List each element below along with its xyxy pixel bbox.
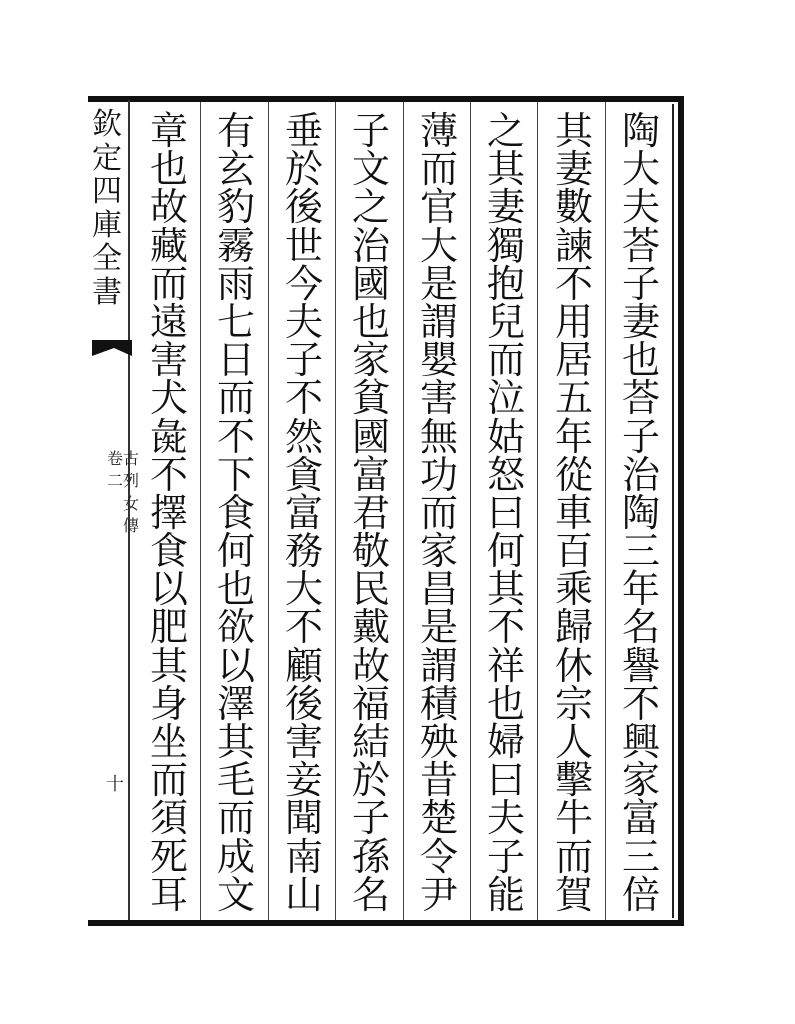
text-character: 兒 (486, 299, 525, 344)
text-character: 祥 (486, 643, 525, 688)
text-character: 南 (284, 834, 323, 879)
text-character: 荅 (621, 223, 660, 268)
text-character: 大 (284, 567, 323, 612)
text-character: 故 (351, 643, 390, 688)
text-character: 家 (351, 338, 390, 383)
text-character: 妻 (554, 147, 593, 192)
text-character: 君 (351, 490, 390, 535)
text-character: 令 (419, 834, 458, 879)
text-character: 其 (486, 567, 525, 612)
text-character: 是 (419, 261, 458, 306)
text-character: 嬰 (419, 338, 458, 383)
title-character: 全 (92, 241, 122, 277)
text-character: 敬 (351, 529, 390, 574)
title-character: 書 (92, 274, 122, 310)
text-character: 也 (621, 338, 660, 383)
text-character: 興 (621, 720, 660, 764)
column-rule (403, 102, 404, 920)
text-character: 子 (621, 414, 660, 459)
text-character: 妻 (486, 185, 525, 230)
text-character: 顧 (284, 643, 323, 688)
text-character: 休 (554, 643, 593, 688)
text-character: 也 (216, 567, 255, 612)
folio-number: 十 (106, 774, 124, 795)
text-character: 死 (149, 834, 188, 879)
text-character: 牛 (554, 796, 593, 841)
text-character: 身 (149, 681, 188, 726)
text-character: 子 (621, 261, 660, 306)
text-character: 乘 (554, 567, 593, 612)
text-character: 人 (554, 720, 593, 764)
title-character: 定 (92, 140, 122, 176)
text-character: 霧 (216, 223, 255, 268)
text-character: 是 (419, 605, 458, 650)
text-character: 而 (216, 796, 255, 841)
text-character: 豹 (216, 185, 255, 230)
text-character: 不 (486, 605, 525, 650)
text-column-1 (612, 102, 670, 920)
text-character: 國 (351, 261, 390, 306)
text-character: 擊 (554, 758, 593, 803)
text-character: 家 (621, 758, 660, 803)
text-character: 大 (621, 147, 660, 192)
text-character: 名 (351, 872, 390, 917)
text-character: 陶 (621, 490, 660, 535)
text-character: 從 (554, 452, 593, 497)
text-character: 其 (554, 109, 593, 153)
book-title (88, 108, 126, 310)
text-character: 食 (149, 529, 188, 574)
text-character: 害 (284, 720, 323, 764)
text-character: 三 (621, 834, 660, 879)
volume-character: 卷 (106, 449, 123, 468)
text-character: 其 (216, 720, 255, 764)
text-column-8 (140, 102, 198, 920)
text-character: 而 (486, 338, 525, 383)
text-character: 坐 (149, 720, 188, 764)
text-column-5 (342, 102, 400, 920)
text-character: 治 (621, 452, 660, 497)
text-character: 譽 (621, 643, 660, 688)
text-character: 不 (284, 605, 323, 650)
text-character: 民 (351, 567, 390, 612)
text-character: 玄 (216, 147, 255, 192)
text-character: 諫 (554, 223, 593, 268)
section-character: 古 (122, 449, 139, 468)
text-column-2 (545, 102, 603, 920)
text-character: 之 (486, 109, 525, 153)
text-character: 不 (621, 681, 660, 726)
text-character: 須 (149, 796, 188, 841)
text-character: 用 (554, 299, 593, 344)
text-character: 妾 (284, 758, 323, 803)
text-character: 欲 (216, 605, 255, 650)
text-column-3 (477, 102, 535, 920)
text-character: 功 (419, 452, 458, 497)
text-column-6 (275, 102, 333, 920)
text-character: 名 (621, 605, 660, 650)
volume-character: 二 (106, 471, 123, 491)
text-character: 肥 (149, 605, 188, 650)
text-character: 積 (419, 681, 458, 726)
text-character: 澤 (216, 681, 255, 726)
text-character: 以 (216, 643, 255, 688)
title-character: 四 (92, 174, 122, 210)
text-column-7 (207, 102, 265, 920)
text-character: 年 (621, 567, 660, 612)
text-character: 陶 (621, 109, 660, 153)
text-character: 三 (621, 529, 660, 574)
text-character: 戴 (351, 605, 390, 650)
text-character: 文 (216, 872, 255, 917)
text-character: 能 (486, 872, 525, 917)
text-character: 貪 (284, 452, 323, 497)
text-character: 大 (419, 223, 458, 268)
text-character: 怒 (486, 452, 525, 497)
text-character: 數 (554, 185, 593, 230)
text-character: 毛 (216, 758, 255, 803)
text-character: 曰 (486, 758, 525, 803)
text-character: 車 (554, 490, 593, 535)
text-character: 子 (284, 338, 323, 383)
text-character: 也 (486, 681, 525, 726)
text-character: 務 (284, 529, 323, 574)
text-character: 成 (216, 834, 255, 879)
text-character: 遠 (149, 299, 188, 344)
text-character: 今 (284, 261, 323, 306)
text-character: 於 (284, 147, 323, 192)
text-character: 不 (149, 452, 188, 497)
text-character: 子 (351, 109, 390, 153)
section-title (120, 448, 142, 538)
text-character: 而 (149, 261, 188, 306)
text-character: 謂 (419, 643, 458, 688)
text-character: 有 (216, 109, 255, 153)
text-character: 富 (284, 490, 323, 535)
text-character: 謂 (419, 299, 458, 344)
column-rule (605, 102, 606, 920)
text-character: 富 (621, 796, 660, 841)
title-character: 庫 (92, 207, 122, 243)
text-character: 藏 (149, 223, 188, 268)
column-rule (470, 102, 471, 920)
fishtail-mark-icon (92, 338, 132, 358)
text-character: 何 (216, 529, 255, 574)
text-character: 雨 (216, 261, 255, 306)
text-character: 歸 (554, 605, 593, 650)
text-character: 子 (351, 796, 390, 841)
text-character: 結 (351, 720, 390, 764)
text-character: 之 (351, 185, 390, 230)
text-character: 子 (486, 834, 525, 879)
text-character: 下 (216, 452, 255, 497)
text-character: 後 (284, 185, 323, 230)
text-character: 官 (419, 185, 458, 230)
text-character: 其 (486, 147, 525, 192)
text-character: 居 (554, 338, 593, 383)
text-character: 擇 (149, 490, 188, 535)
text-character: 日 (216, 338, 255, 383)
text-character: 曰 (486, 490, 525, 535)
text-character: 妻 (621, 299, 660, 344)
text-character: 犬 (149, 376, 188, 421)
frame-inner-rule (672, 104, 674, 918)
text-character: 孫 (351, 834, 390, 879)
text-character: 聞 (284, 796, 323, 841)
column-rule (200, 102, 201, 920)
text-character: 然 (284, 414, 323, 459)
text-character: 獨 (486, 223, 525, 268)
text-character: 薄 (419, 109, 458, 153)
text-character: 而 (216, 376, 255, 421)
text-character: 楚 (419, 796, 458, 841)
text-character: 耳 (149, 872, 188, 917)
text-character: 婦 (486, 720, 525, 764)
text-character: 山 (284, 872, 323, 917)
text-character: 夫 (284, 299, 323, 344)
text-character: 國 (351, 414, 390, 459)
section-character: 傳 (122, 516, 139, 536)
text-character: 而 (554, 834, 593, 879)
text-character: 抱 (486, 261, 525, 306)
text-character: 害 (149, 338, 188, 383)
text-character: 而 (419, 490, 458, 535)
text-character: 宗 (554, 681, 593, 726)
text-character: 夫 (621, 185, 660, 230)
text-character: 富 (351, 452, 390, 497)
text-character: 倍 (621, 872, 660, 917)
text-character: 七 (216, 299, 255, 344)
text-column-4 (410, 102, 468, 920)
text-character: 其 (149, 643, 188, 688)
text-character: 姑 (486, 414, 525, 459)
text-character: 食 (216, 490, 255, 535)
text-character: 荅 (621, 376, 660, 421)
text-character: 昔 (419, 758, 458, 803)
text-character: 後 (284, 681, 323, 726)
text-character: 尹 (419, 872, 458, 917)
text-character: 不 (554, 261, 593, 306)
text-character: 治 (351, 223, 390, 268)
text-character: 不 (284, 376, 323, 421)
text-character: 以 (149, 567, 188, 612)
text-character: 百 (554, 529, 593, 574)
text-character: 家 (419, 529, 458, 574)
text-character: 五 (554, 376, 593, 421)
title-character: 欽 (92, 107, 122, 142)
text-character: 貧 (351, 376, 390, 421)
text-character: 殃 (419, 720, 458, 764)
text-character: 而 (419, 147, 458, 192)
section-character: 列 (122, 471, 139, 491)
text-character: 無 (419, 414, 458, 459)
text-character: 章 (149, 109, 188, 153)
text-character: 害 (419, 376, 458, 421)
text-character: 彘 (149, 414, 188, 459)
text-character: 年 (554, 414, 593, 459)
text-character: 夫 (486, 796, 525, 841)
text-character: 昌 (419, 567, 458, 612)
text-character: 也 (351, 299, 390, 344)
text-character: 何 (486, 529, 525, 574)
section-character: 女 (122, 493, 139, 513)
text-character: 賀 (554, 872, 593, 917)
column-rule (335, 102, 336, 920)
text-character: 也 (149, 147, 188, 192)
text-character: 而 (149, 758, 188, 803)
column-rule (268, 102, 269, 920)
text-character: 不 (216, 414, 255, 459)
text-character: 泣 (486, 376, 525, 421)
text-character: 文 (351, 147, 390, 192)
text-character: 垂 (284, 109, 323, 153)
text-character: 福 (351, 681, 390, 726)
text-character: 故 (149, 185, 188, 230)
text-character: 於 (351, 758, 390, 803)
text-character: 世 (284, 223, 323, 268)
column-rule (537, 102, 538, 920)
